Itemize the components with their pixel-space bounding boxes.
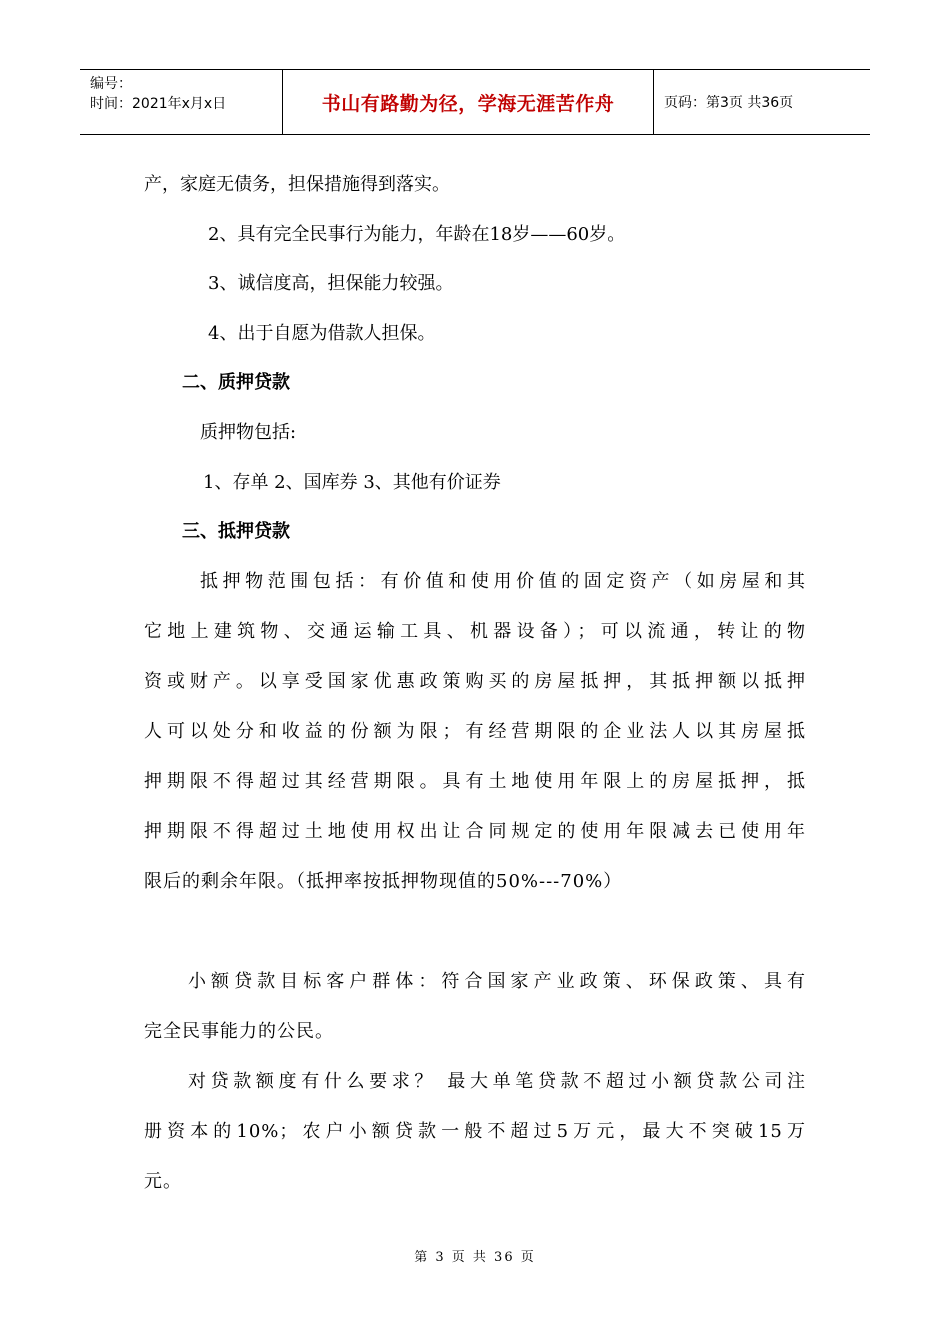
guarantee-item-4: 4、出于自愿为借款人担保。 [208,323,436,344]
mortgage-line: 押期限不得超过土地使用权出让合同规定的使用年限减去已使用年 [144,821,806,842]
quota-line: 册资本的10%；农户小额贷款一般不超过5万元，最大不突破15万 [144,1121,806,1142]
page-header [80,69,870,135]
target-line: 完全民事能力的公民。 [144,1021,334,1042]
mortgage-line: 押期限不得超过其经营期限。具有土地使用年限上的房屋抵押，抵 [144,771,806,792]
body-line-1: 产，家庭无债务，担保措施得到落实。 [144,174,450,195]
target-line: 小额贷款目标客户群体：符合国家产业政策、环保政策、具有 [188,971,806,992]
quota-line: 对贷款额度有什么要求？ 最大单笔贷款不超过小额贷款公司注 [188,1071,806,1092]
quota-line: 元。 [144,1171,182,1192]
mortgage-line: 抵押物范围包括：有价值和使用价值的固定资产（如房屋和其 [200,571,806,592]
header-motto: 书山有路勤为径，学海无涯苦作舟 [282,70,654,134]
date-label: 时间：2021年x月x日 [90,96,227,112]
number-label: 编号： [90,76,132,92]
mortgage-line: 资或财产。以享受国家优惠政策购买的房屋抵押，其抵押额以抵押 [144,671,806,692]
header-meta [80,70,282,134]
section-heading-mortgage: 三、抵押贷款 [182,521,290,542]
pledge-intro: 质押物包括: [200,422,297,443]
page-footer: 第 3 页 共 36 页 [414,1250,536,1265]
mortgage-line: 人可以处分和收益的份额为限；有经营期限的企业法人以其房屋抵 [144,721,806,742]
header-page-info: 页码：第3页 共36页 [664,95,794,111]
pledge-items: 1、存单 2、国库券 3、其他有价证券 [203,472,501,493]
mortgage-line: 它地上建筑物、交通运输工具、机器设备）；可以流通，转让的物 [144,621,806,642]
guarantee-item-3: 3、诚信度高，担保能力较强。 [208,273,454,294]
mortgage-line: 限后的剩余年限。（抵押率按抵押物现值的50%---70%） [144,871,623,892]
section-heading-pledge: 二、质押贷款 [182,372,290,393]
guarantee-item-2: 2、具有完全民事行为能力，年龄在18岁——60岁。 [208,224,626,245]
